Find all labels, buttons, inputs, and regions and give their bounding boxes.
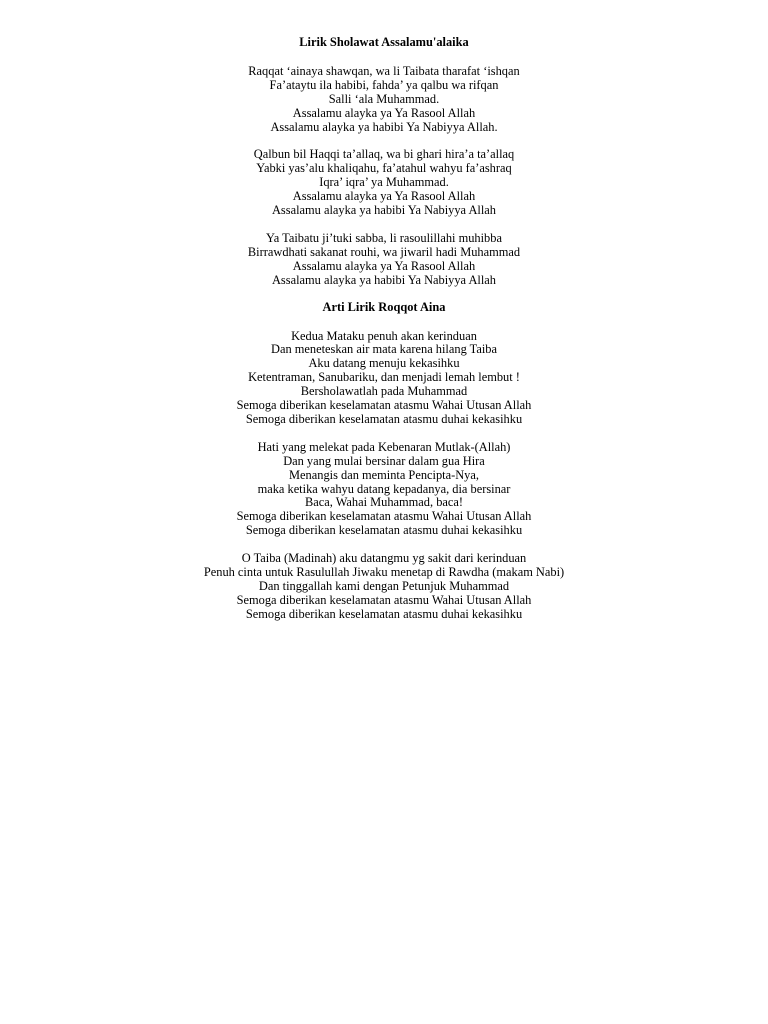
translation-line: Semoga diberikan keselamatan atasmu Wahai Utusan Allah (236, 509, 532, 524)
translation-line: Menangis dan meminta Pencipta-Nya, (289, 467, 479, 482)
translation-line: Kedua Mataku penuh akan kerinduan (291, 328, 477, 343)
lyric-line: Assalamu alayka ya Ya Rasool Allah (292, 189, 476, 204)
translation-line: maka ketika wahyu datang kepadanya, dia bersinar (257, 481, 511, 496)
translation-line: Semoga diberikan keselamatan atasmu duhai kekasihku (245, 523, 523, 538)
translation-stanza-1 (0, 330, 768, 427)
lyric-line: Salli ‘ala Muhammad. (328, 91, 440, 106)
translation-line: Dan tinggallah kami dengan Petunjuk Muhammad (258, 579, 510, 593)
lyric-line: Assalamu alayka ya Ya Rasool Allah (292, 105, 476, 120)
lyric-line: Assalamu alayka ya habibi Ya Nabiyya Allah (271, 272, 497, 287)
translation-line: Baca, Wahai Muhammad, baca! (304, 495, 464, 510)
lyric-line: Raqqat ‘ainaya shawqan, wa li Taibata tharafat ‘ishqan (248, 63, 520, 78)
translation-line: Dan yang mulai bersinar dalam gua Hira (283, 453, 485, 468)
lyric-line: Assalamu alayka ya Ya Rasool Allah (292, 258, 476, 273)
lyric-line: Ya Taibatu ji’tuki sabba, li rasoulillahi muhibba (266, 230, 502, 245)
translation-line: Dan meneteskan air mata karena hilang Taiba (271, 342, 497, 357)
lyric-line: Yabki yas’alu khaliqahu, fa’atahul wahyu fa’ashraq (256, 161, 512, 176)
lyrics-stanza-3 (0, 232, 768, 288)
translation-line: Semoga diberikan keselamatan atasmu Wahai Utusan Allah (236, 398, 532, 413)
translation-line: Bersholawatlah pada Muhammad (300, 384, 468, 399)
translation-stanza-3 (0, 552, 768, 622)
translation-line: Ketentraman, Sanubariku, dan menjadi lemah lembut ! (248, 370, 520, 385)
lyric-line: Assalamu alayka ya habibi Ya Nabiyya Allah (271, 203, 497, 218)
translation-line: Semoga diberikan keselamatan atasmu Wahai Utusan Allah (236, 592, 532, 607)
translation-line: Penuh cinta untuk Rasulullah Jiwaku menetap di Rawdha (makam Nabi) (203, 565, 565, 580)
translation-line: Aku datang menuju kekasihku (308, 356, 460, 371)
lyric-line: Fa’ataytu ila habibi, fahda’ ya qalbu wa rifqan (269, 77, 499, 92)
translation-stanza-2 (0, 441, 768, 538)
lyric-line: Qalbun bil Haqqi ta’allaq, wa bi ghari hira’a ta’allaq (253, 147, 515, 162)
translation-line: Hati yang melekat pada Kebenaran Mutlak-(Allah) (257, 439, 511, 454)
document-title: Lirik Sholawat Assalamu'alaika (299, 35, 469, 49)
lyrics-stanza-2 (0, 148, 768, 218)
lyrics-stanza-1 (0, 65, 768, 135)
lyric-line: Assalamu alayka ya habibi Ya Nabiyya Allah. (270, 119, 498, 134)
translation-line: Semoga diberikan keselamatan atasmu duhai kekasihku (245, 411, 523, 426)
document-page (0, 36, 768, 622)
lyric-line: Birrawdhati sakanat rouhi, wa jiwaril hadi Muhammad (247, 244, 521, 259)
translation-title: Arti Lirik Roqqot Aina (322, 299, 446, 314)
translation-line: O Taiba (Madinah) aku datangmu yg sakit dari kerinduan (241, 551, 527, 566)
translation-line: Semoga diberikan keselamatan atasmu duhai kekasihku (245, 606, 523, 621)
lyric-line: Iqra’ iqra’ ya Muhammad. (319, 175, 449, 190)
